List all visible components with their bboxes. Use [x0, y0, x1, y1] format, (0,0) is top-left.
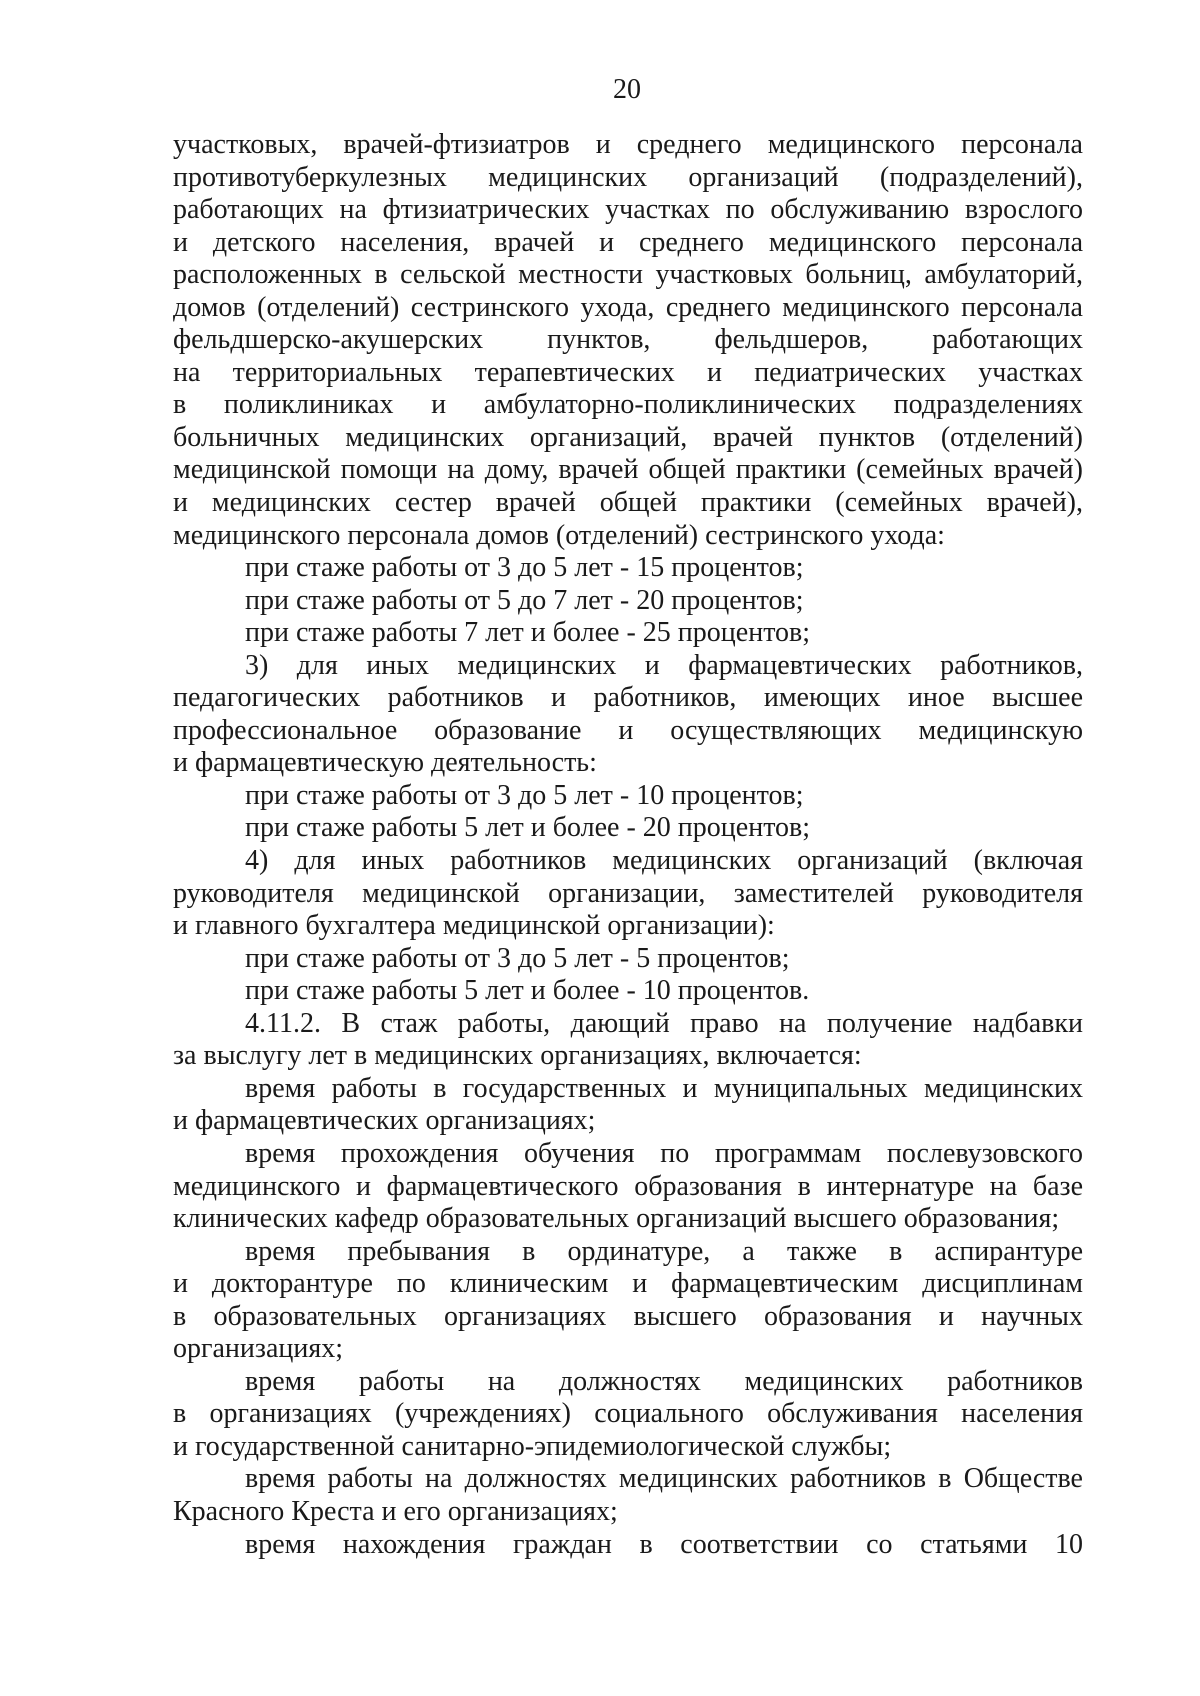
text-line: медицинского и фармацевтического образования в интернатуре на базе: [173, 1170, 1083, 1202]
text-line: при стаже работы от 3 до 5 лет - 15 процентов;: [245, 552, 804, 584]
text-line: за выслугу лет в медицинских организациях, включается:: [173, 1040, 862, 1072]
text-line: медицинской помощи на дому, врачей общей практики (семейных врачей): [173, 454, 1083, 486]
text-line: время прохождения обучения по программам послевузовского: [245, 1137, 1083, 1169]
text-line: в поликлиниках и амбулаторно-поликлинических подразделениях: [173, 389, 1083, 421]
text-line: 3) для иных медицинских и фармацевтических работников,: [245, 649, 1083, 681]
text-line: время работы в государственных и муниципальных медицинских: [245, 1072, 1083, 1104]
text-line: и докторантуре по клиническим и фармацевтическим дисциплинам: [173, 1268, 1083, 1300]
text-line: и фармацевтических организациях;: [173, 1105, 596, 1137]
text-line: противотуберкулезных медицинских организаций (подразделений),: [173, 161, 1083, 193]
text-line: время работы на должностях медицинских работников: [245, 1365, 1083, 1397]
text-line: на территориальных терапевтических и педиатрических участках: [173, 356, 1083, 388]
text-line: и главного бухгалтера медицинской организации):: [173, 910, 775, 942]
text-line: профессиональное образование и осуществляющих медицинскую: [173, 714, 1083, 746]
text-line: и фармацевтическую деятельность:: [173, 747, 597, 779]
text-line: время нахождения граждан в соответствии со статьями 10: [245, 1528, 1083, 1560]
text-line: и государственной санитарно-эпидемиологической службы;: [173, 1430, 892, 1462]
text-line: при стаже работы 5 лет и более - 20 процентов;: [245, 812, 811, 844]
text-line: в организациях (учреждениях) социального обслуживания населения: [173, 1398, 1083, 1430]
text-line: организациях;: [173, 1333, 343, 1365]
text-line: педагогических работников и работников, имеющих иное высшее: [173, 682, 1083, 714]
text-line: время работы на должностях медицинских работников в Обществе: [245, 1463, 1083, 1495]
text-line: и медицинских сестер врачей общей практики (семейных врачей),: [173, 487, 1083, 519]
text-line: расположенных в сельской местности участковых больниц, амбулаторий,: [173, 259, 1083, 291]
text-line: при стаже работы 7 лет и более - 25 процентов;: [245, 617, 811, 649]
page-number: 20: [613, 74, 641, 105]
text-line: и детского населения, врачей и среднего медицинского персонала: [173, 226, 1083, 258]
text-line: фельдшерско-акушерских пунктов, фельдшеров, работающих: [173, 324, 1083, 356]
text-line: в образовательных организациях высшего образования и научных: [173, 1300, 1083, 1332]
text-line: руководителя медицинской организации, заместителей руководителя: [173, 877, 1083, 909]
text-line: участковых, врачей-фтизиатров и среднего медицинского персонала: [173, 129, 1083, 160]
document-body: [173, 129, 1083, 1561]
text-line: при стаже работы от 3 до 5 лет - 10 процентов;: [245, 779, 804, 811]
text-line: 4) для иных работников медицинских организаций (включая: [245, 845, 1083, 877]
text-line: 4.11.2. В стаж работы, дающий право на получение надбавки: [245, 1007, 1083, 1039]
text-line: медицинского персонала домов (отделений) сестринского ухода:: [173, 519, 945, 551]
text-line: больничных медицинских организаций, врачей пунктов (отделений): [173, 421, 1083, 453]
text-line: домов (отделений) сестринского ухода, среднего медицинского персонала: [173, 291, 1083, 323]
text-line: работающих на фтизиатрических участках по обслуживанию взрослого: [173, 194, 1083, 226]
text-line: при стаже работы 5 лет и более - 10 процентов.: [245, 975, 810, 1007]
text-line: Красного Креста и его организациях;: [173, 1495, 618, 1527]
text-line: время пребывания в ординатуре, а также в аспирантуре: [245, 1235, 1083, 1267]
text-line: при стаже работы от 5 до 7 лет - 20 процентов;: [245, 584, 804, 616]
text-line: клинических кафедр образовательных организаций высшего образования;: [173, 1203, 1060, 1235]
text-line: при стаже работы от 3 до 5 лет - 5 процентов;: [245, 942, 790, 974]
